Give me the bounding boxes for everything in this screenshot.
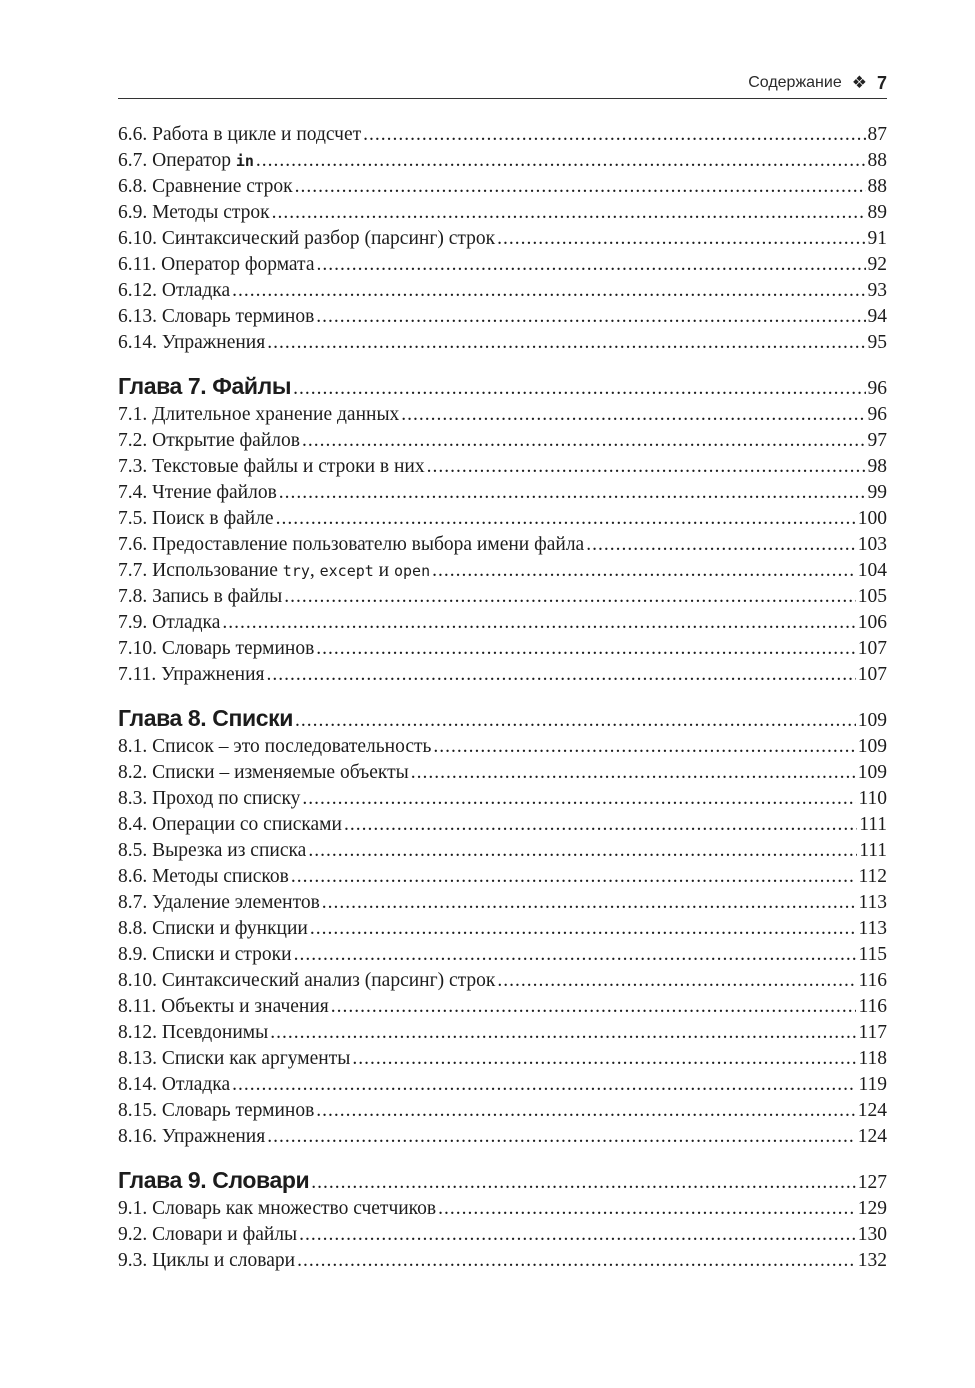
toc-entry: [118, 148, 887, 174]
dot-leader: [310, 916, 857, 942]
dot-leader: [316, 636, 855, 662]
toc-page-number: 99: [867, 482, 887, 503]
dot-leader: [302, 428, 866, 454]
toc-entry-label: 7.10. Словарь терминов: [118, 638, 315, 659]
dot-leader: [284, 584, 856, 610]
toc-page-number: 110: [858, 788, 887, 809]
toc-entry-label: Глава 8. Списки: [118, 705, 293, 731]
toc-entry-label: 7.11. Упражнения: [118, 664, 265, 685]
toc-entry: [118, 890, 887, 916]
toc-entry-label: Глава 9. Словари: [118, 1167, 310, 1193]
toc-entry: [118, 942, 887, 968]
toc-entry-label: 6.10. Синтаксический разбор (парсинг) строк: [118, 228, 496, 249]
toc-entry-text: 7.7. Использование: [118, 560, 283, 581]
toc-entry-label: 7.9. Отладка: [118, 612, 221, 633]
toc-entry: [118, 330, 887, 356]
toc-page-number: 94: [867, 306, 887, 327]
dot-leader: [232, 1072, 856, 1098]
dot-leader: [302, 786, 856, 812]
running-header: [118, 70, 887, 96]
code-keyword: open: [393, 562, 431, 580]
toc-entry-label: 6.13. Словарь терминов: [118, 306, 315, 327]
toc-entry: [118, 610, 887, 636]
toc-entry: [118, 812, 887, 838]
toc-entry-label: 6.8. Сравнение строк: [118, 176, 293, 197]
dot-leader: [316, 1098, 855, 1124]
dot-leader: [497, 968, 856, 994]
toc-entry-text: ,: [309, 560, 320, 581]
toc-entry-label: 8.13. Списки как аргументы: [118, 1048, 351, 1069]
toc-entry: [118, 734, 887, 760]
toc-entry: [118, 968, 887, 994]
toc-entry: [118, 1248, 887, 1274]
dot-leader: [267, 1124, 856, 1150]
toc-chapter-heading: [118, 370, 887, 402]
dot-leader: [438, 1196, 856, 1222]
toc-page-number: 130: [857, 1224, 887, 1245]
page-number: 7: [876, 72, 887, 93]
toc-chapter-heading: [118, 702, 887, 734]
toc-page-number: 124: [857, 1126, 887, 1147]
toc-entry-label: 8.1. Список – это последовательность: [118, 736, 432, 757]
toc-page-number: 116: [858, 970, 887, 991]
toc-entry-label: 6.6. Работа в цикле и подсчет: [118, 124, 362, 145]
toc-page-number: 127: [857, 1172, 887, 1193]
ornament-icon: ❖: [851, 73, 867, 92]
toc-page-number: 106: [857, 612, 887, 633]
toc-page-number: 98: [867, 456, 887, 477]
toc-entry: [118, 916, 887, 942]
toc-entry: [118, 760, 887, 786]
toc-entry: [118, 994, 887, 1020]
dot-leader: [586, 532, 856, 558]
dot-leader: [256, 148, 866, 174]
dot-leader: [322, 890, 857, 916]
toc-entry: [118, 506, 887, 532]
dot-leader: [433, 734, 855, 760]
toc-entry-label: 8.8. Списки и функции: [118, 918, 308, 939]
toc-chapter-heading: [118, 1164, 887, 1196]
toc-entry: [118, 1072, 887, 1098]
toc-entry-label: 8.3. Проход по списку: [118, 788, 301, 809]
toc-page-number: 117: [858, 1022, 887, 1043]
toc-page-number: 88: [867, 176, 887, 197]
toc-entry-label: 7.4. Чтение файлов: [118, 482, 277, 503]
toc-entry-label: 8.15. Словарь терминов: [118, 1100, 315, 1121]
toc-entry: [118, 226, 887, 252]
toc-page-number: 113: [858, 918, 887, 939]
dot-leader: [497, 226, 865, 252]
dot-leader: [401, 402, 865, 428]
toc-entry-label: 8.14. Отладка: [118, 1074, 231, 1095]
dot-leader: [267, 330, 865, 356]
toc-entry-label: Глава 7. Файлы: [118, 373, 292, 399]
toc-entry-label: 7.8. Запись в файлы: [118, 586, 283, 607]
toc-entry: [118, 1196, 887, 1222]
toc-page-number: 87: [867, 124, 887, 145]
dot-leader: [295, 174, 866, 200]
toc-page-number: 115: [858, 944, 887, 965]
toc-page-number: 97: [867, 430, 887, 451]
dot-leader: [297, 1248, 856, 1274]
toc-entry: [118, 454, 887, 480]
toc-entry-label: 9.3. Циклы и словари: [118, 1250, 296, 1271]
dot-leader: [316, 304, 865, 330]
toc-entry-label: 7.5. Поиск в файле: [118, 508, 274, 529]
dot-leader: [427, 454, 866, 480]
dot-leader: [344, 812, 857, 838]
running-header-title: Содержание: [748, 74, 842, 91]
toc-entry: [118, 174, 887, 200]
toc-entry-label: 7.2. Открытие файлов: [118, 430, 300, 451]
toc-entry-label: [118, 558, 430, 584]
toc-entry: [118, 122, 887, 148]
dot-leader: [232, 278, 865, 304]
toc-entry-label: 8.10. Синтаксический анализ (парсинг) строк: [118, 970, 496, 991]
toc-entry-label: 9.1. Словарь как множество счетчиков: [118, 1198, 437, 1219]
toc-entry: [118, 532, 887, 558]
dot-leader: [291, 864, 857, 890]
dot-leader: [267, 662, 856, 688]
toc-entry-label: 6.12. Отладка: [118, 280, 231, 301]
toc-entry: [118, 662, 887, 688]
toc-entry: [118, 786, 887, 812]
toc-page-number: 93: [867, 280, 887, 301]
toc-page-number: 118: [858, 1048, 887, 1069]
dot-leader: [295, 702, 856, 737]
dot-leader: [311, 1164, 855, 1199]
toc-page-number: 95: [867, 332, 887, 353]
toc-entry: [118, 200, 887, 226]
dot-leader: [411, 760, 856, 786]
toc-page-number: 111: [859, 814, 887, 835]
toc-entry-label: 8.16. Упражнения: [118, 1126, 266, 1147]
toc-page-number: 132: [857, 1250, 887, 1271]
dot-leader: [352, 1046, 856, 1072]
toc-entry-label: 8.11. Объекты и значения: [118, 996, 329, 1017]
toc-entry-label: 8.2. Списки – изменяемые объекты: [118, 762, 409, 783]
code-keyword: in: [235, 152, 254, 170]
dot-leader: [308, 838, 857, 864]
toc-entry-label: 6.14. Упражнения: [118, 332, 266, 353]
toc-entry-label: 8.7. Удаление элементов: [118, 892, 320, 913]
dot-leader: [363, 122, 865, 148]
toc-page-number: 109: [857, 762, 887, 783]
toc-page-number: 111: [859, 840, 887, 861]
dot-leader: [272, 200, 866, 226]
toc-entry-label: 7.1. Длительное хранение данных: [118, 404, 400, 425]
toc-entry: [118, 1124, 887, 1150]
toc-entry-label: 8.4. Операции со списками: [118, 814, 342, 835]
toc-entry: [118, 252, 887, 278]
toc-entry-label: 7.6. Предоставление пользователю выбора имени файла: [118, 534, 585, 555]
toc-entry: [118, 1046, 887, 1072]
toc-page-number: 107: [857, 638, 887, 659]
toc-page-number: 113: [858, 892, 887, 913]
toc-entry: [118, 1222, 887, 1248]
toc-page-number: 105: [857, 586, 887, 607]
toc-entry: [118, 402, 887, 428]
toc-entry: [118, 428, 887, 454]
dot-leader: [299, 1222, 856, 1248]
toc-entry-label: 9.2. Словари и файлы: [118, 1224, 298, 1245]
dot-leader: [270, 1020, 856, 1046]
toc-entry: [118, 304, 887, 330]
toc-entry-text: 6.7. Оператор: [118, 150, 236, 171]
toc-entry-label: 6.9. Методы строк: [118, 202, 270, 223]
toc-page-number: 109: [857, 710, 887, 731]
toc-page-number: 96: [867, 404, 887, 425]
toc-page-number: 116: [858, 996, 887, 1017]
code-keyword: try: [282, 562, 310, 580]
toc-entry-text: и: [373, 560, 394, 581]
toc-page-number: 129: [857, 1198, 887, 1219]
toc-page-number: 92: [867, 254, 887, 275]
toc-entry: [118, 558, 887, 584]
dot-leader: [294, 942, 857, 968]
toc-page-number: 119: [858, 1074, 887, 1095]
toc-page-number: 103: [857, 534, 887, 555]
header-rule: [118, 98, 887, 99]
dot-leader: [432, 558, 856, 584]
dot-leader: [316, 252, 865, 278]
toc-entry: [118, 864, 887, 890]
toc-entry: [118, 1098, 887, 1124]
toc-entry-label: 7.3. Текстовые файлы и строки в них: [118, 456, 425, 477]
toc-page-number: 100: [857, 508, 887, 529]
toc-entry-label: 8.5. Вырезка из списка: [118, 840, 307, 861]
toc-entry-label: [118, 148, 254, 174]
dot-leader: [222, 610, 855, 636]
toc-entry-label: 6.11. Оператор формата: [118, 254, 315, 275]
toc-page-number: 109: [857, 736, 887, 757]
code-keyword: except: [319, 562, 374, 580]
toc-page-number: 112: [858, 866, 887, 887]
dot-leader: [276, 506, 856, 532]
toc-page-number: 124: [857, 1100, 887, 1121]
toc-entry: [118, 278, 887, 304]
toc-page-number: 89: [867, 202, 887, 223]
toc-entry: [118, 480, 887, 506]
toc-page-number: 88: [867, 150, 887, 171]
dot-leader: [293, 370, 865, 405]
toc-entry: [118, 838, 887, 864]
toc-entry: [118, 636, 887, 662]
toc-entry-label: 8.9. Списки и строки: [118, 944, 292, 965]
toc-page-number: 96: [867, 378, 887, 399]
dot-leader: [279, 480, 866, 506]
toc-entry: [118, 1020, 887, 1046]
dot-leader: [331, 994, 857, 1020]
toc-entry-label: 8.12. Псевдонимы: [118, 1022, 269, 1043]
toc-entry-label: 8.6. Методы списков: [118, 866, 289, 887]
toc-page-number: 104: [857, 560, 887, 581]
table-of-contents: [118, 122, 887, 1274]
toc-entry: [118, 584, 887, 610]
toc-page-number: 107: [857, 664, 887, 685]
toc-page-number: 91: [867, 228, 887, 249]
